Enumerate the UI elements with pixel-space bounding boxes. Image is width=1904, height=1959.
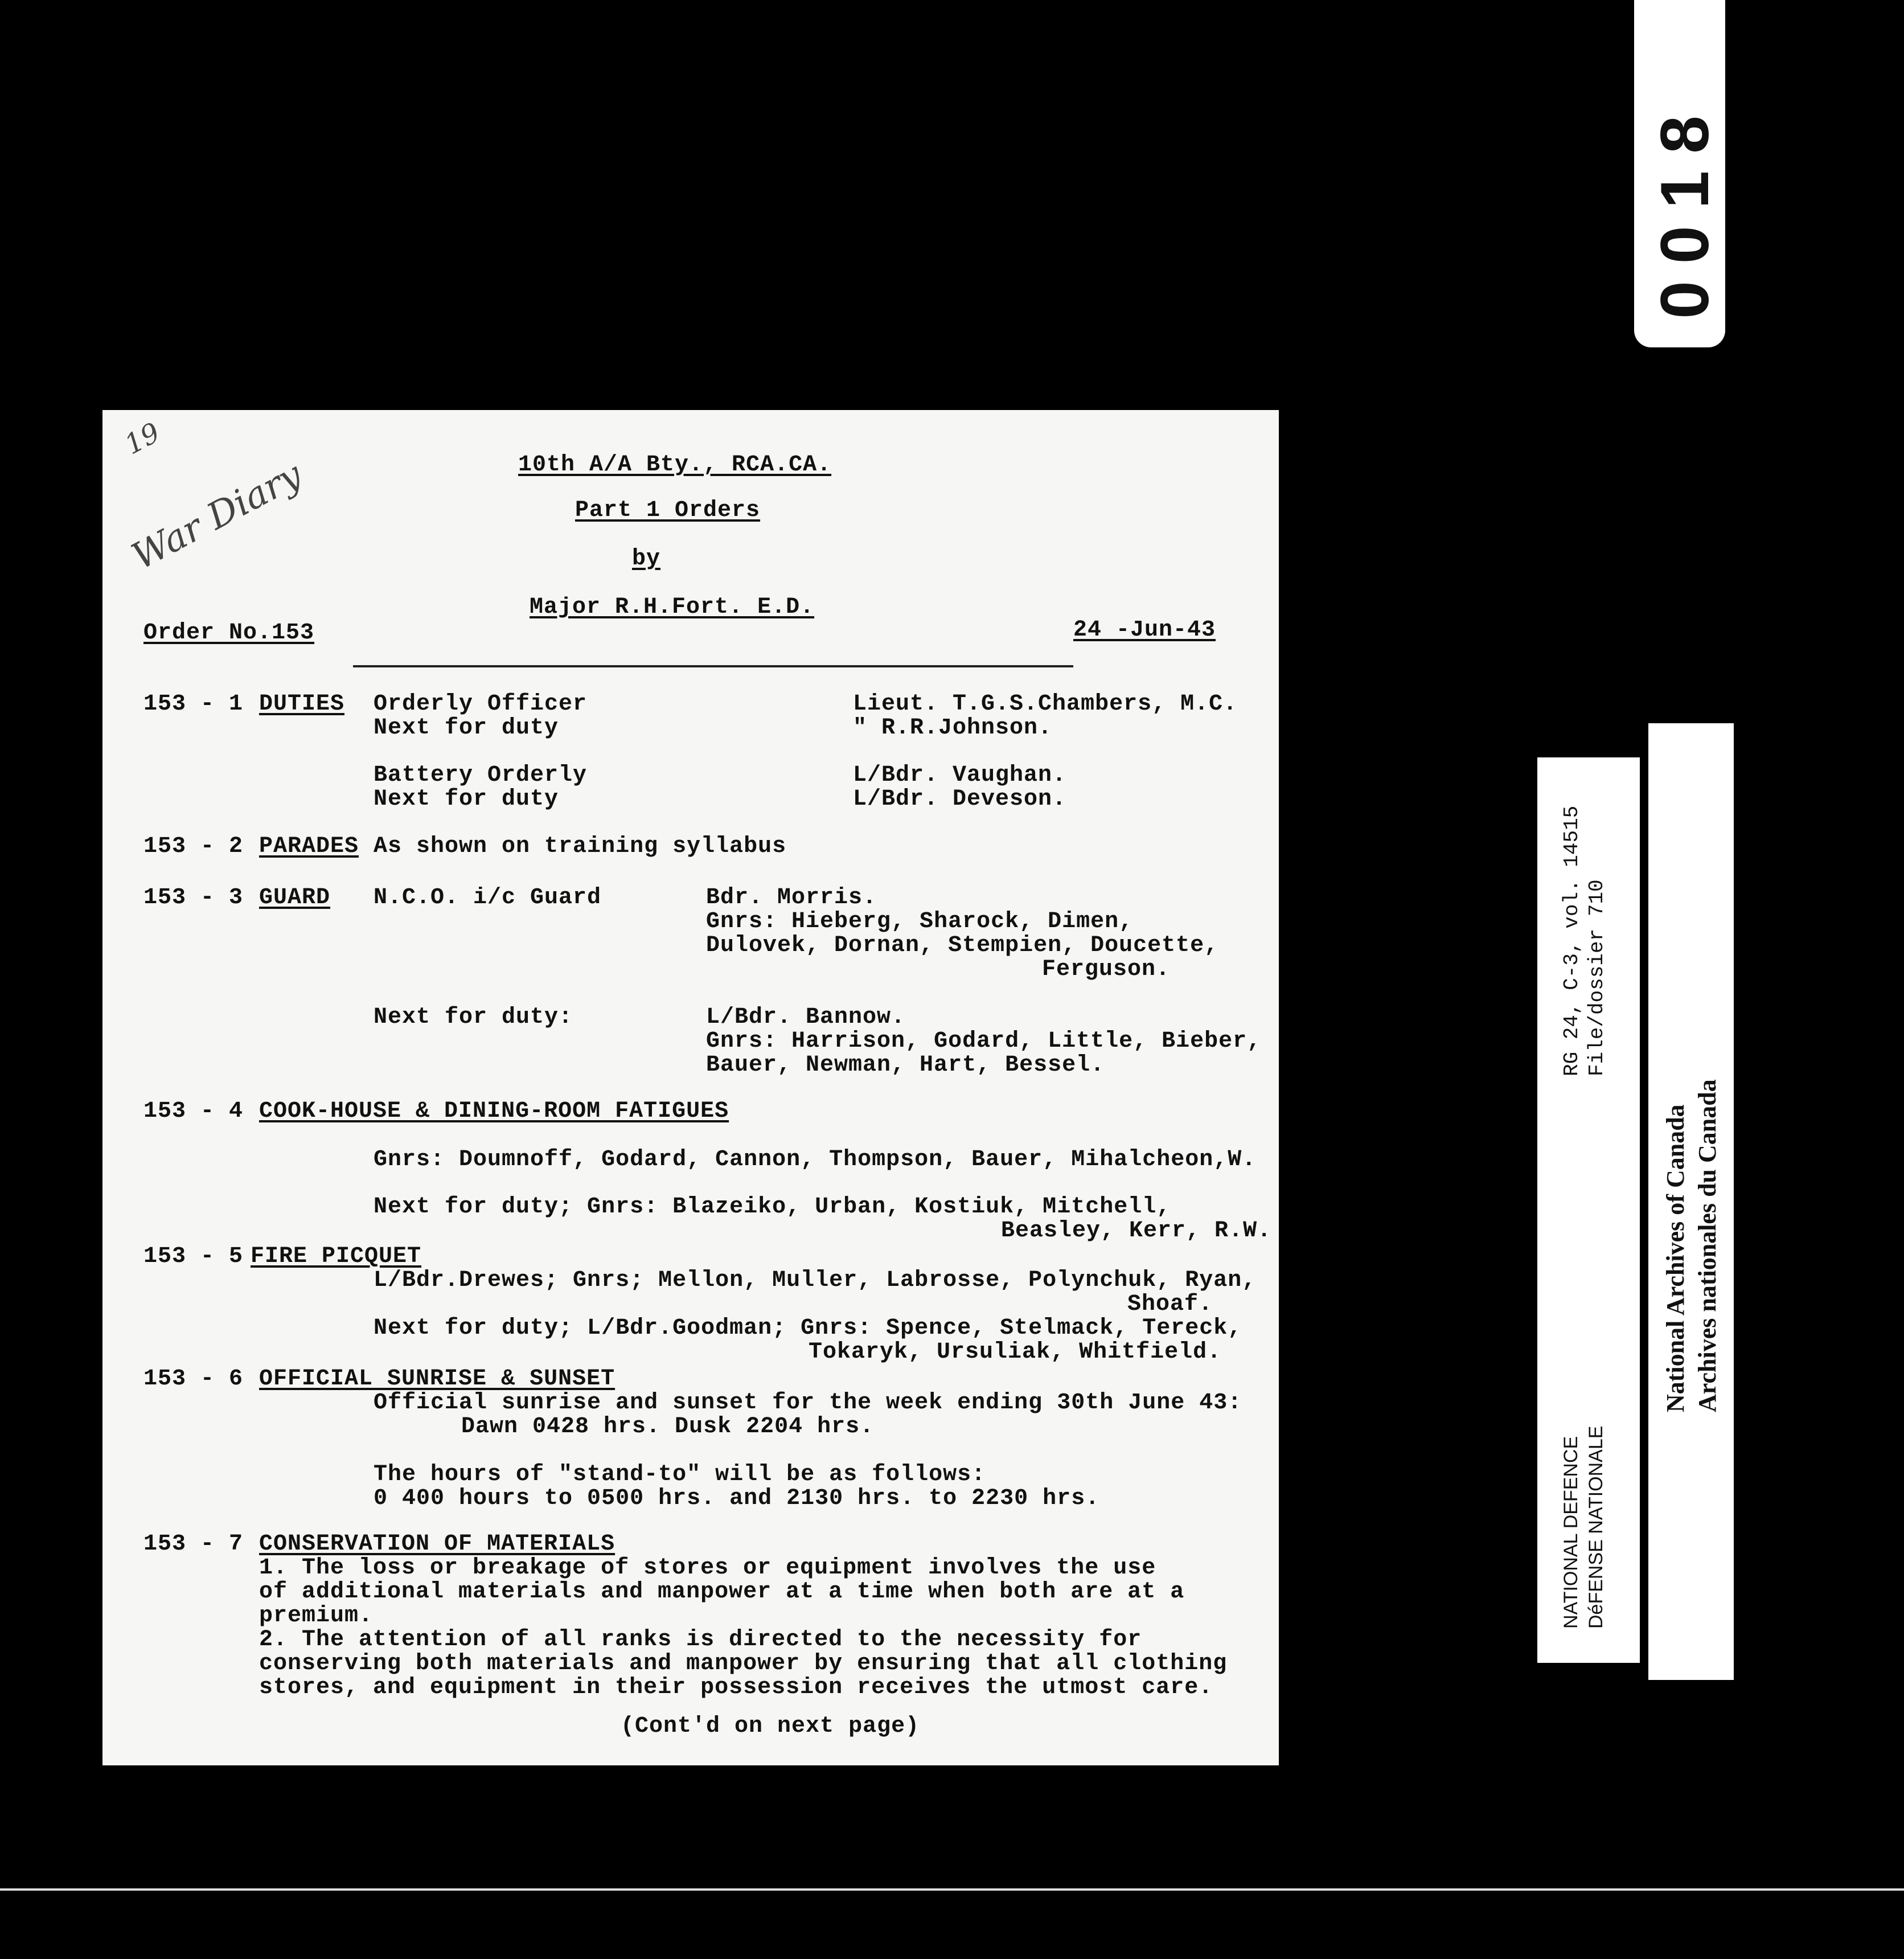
conservation-line: stores, and equipment in their possession receives the utmost care. [259, 1675, 1213, 1700]
guard-label: Next for duty: [374, 1005, 573, 1030]
commander: Major R.H.Fort. E.D. [530, 595, 815, 620]
guard-name: L/Bdr. Bannow. [706, 1005, 906, 1030]
fatigue-line: Gnrs: Doumnoff, Godard, Cannon, Thompson, Bauer, Mihalcheon,W. [374, 1147, 1257, 1173]
duty-assignee: L/Bdr. Deveson. [853, 786, 1067, 812]
picquet-line: L/Bdr.Drewes; Gnrs; Mellon, Muller, Labrosse, Polynchuk, Ryan, [374, 1268, 1257, 1293]
fatigue-line: Beasley, Kerr, R.W. [1001, 1218, 1272, 1244]
item-text: As shown on training syllabus [374, 834, 787, 859]
item-number: 153 - 6 [143, 1366, 244, 1392]
item-number: 153 - 5 [143, 1244, 244, 1269]
by-line: by [632, 546, 661, 572]
duty-assignee: " R.R.Johnson. [853, 715, 1053, 741]
duty-assignee: Lieut. T.G.S.Chambers, M.C. [853, 691, 1238, 717]
orders-title: Part 1 Orders [575, 498, 761, 523]
order-number: Order No.153 [143, 620, 315, 646]
item-number: 153 - 3 [143, 885, 244, 911]
handwritten-note: War Diary [125, 453, 309, 579]
item-number: 153 - 2 [143, 834, 244, 859]
picquet-line: Shoaf. [1127, 1292, 1213, 1317]
item-heading: CONSERVATION OF MATERIALS [259, 1531, 615, 1557]
conservation-line: 1. The loss or breakage of stores or equipment involves the use [259, 1555, 1156, 1581]
continued-note: (Cont'd on next page) [621, 1714, 920, 1739]
sunrise-line: The hours of "stand-to" will be as follows: [374, 1462, 986, 1487]
header-rule [353, 665, 1073, 667]
duty-label: Next for duty [374, 715, 559, 741]
item-heading: OFFICIAL SUNRISE & SUNSET [259, 1366, 615, 1392]
item-heading: FIRE PICQUET [251, 1244, 422, 1269]
archive-stamp-en: National Archives of Canada [1661, 1104, 1689, 1412]
archive-stamp-fr: Archives nationales du Canada [1693, 1079, 1721, 1412]
archive-reference-label [1537, 757, 1640, 1663]
department-fr: DéFENSE NATIONALE [1585, 1425, 1607, 1629]
film-edge-line [0, 1888, 1904, 1891]
archive-stamp [1648, 723, 1734, 1680]
duty-label: Orderly Officer [374, 691, 588, 717]
sunrise-line: Official sunrise and sunset for the week ending 30th June 43: [374, 1390, 1242, 1416]
item-heading: GUARD [259, 885, 331, 911]
frame-number-strip [1634, 0, 1725, 347]
duty-assignee: L/Bdr. Vaughan. [853, 763, 1067, 788]
guard-name: Bdr. Morris. [706, 885, 877, 911]
guard-names: Ferguson. [1042, 957, 1171, 982]
picquet-line: Tokaryk, Ursuliak, Whitfield. [809, 1339, 1222, 1365]
guard-label: N.C.O. i/c Guard [374, 885, 602, 911]
document-page [102, 410, 1279, 1765]
picquet-line: Next for duty; L/Bdr.Goodman; Gnrs: Spence, Stelmack, Tereck, [374, 1315, 1242, 1341]
duty-label: Next for duty [374, 786, 559, 812]
item-number: 153 - 4 [143, 1099, 244, 1124]
duty-label: Battery Orderly [374, 763, 588, 788]
item-number: 153 - 1 [143, 691, 244, 717]
reference-line2: File/dossier 710 [1585, 879, 1608, 1076]
order-date: 24 -Jun-43 [1073, 617, 1216, 643]
item-heading: COOK-HOUSE & DINING-ROOM FATIGUES [259, 1099, 729, 1124]
sunrise-line: 0 400 hours to 0500 hrs. and 2130 hrs. to 2230 hrs. [374, 1486, 1100, 1511]
sunrise-line: Dawn 0428 hrs. Dusk 2204 hrs. [461, 1414, 875, 1440]
conservation-line: 2. The attention of all ranks is directed to the necessity for [259, 1627, 1142, 1653]
corner-mark: 19 [120, 416, 166, 461]
unit-title: 10th A/A Bty., RCA.CA. [518, 452, 832, 478]
item-heading: PARADES [259, 834, 359, 859]
conservation-line: premium. [259, 1603, 374, 1629]
conservation-line: of additional materials and manpower at a time when both are at a [259, 1579, 1185, 1605]
department-en: NATIONAL DEFENCE [1560, 1436, 1582, 1629]
frame-number: 0018 [1647, 99, 1723, 319]
item-number: 153 - 7 [143, 1531, 244, 1557]
reference-line1: RG 24, C-3, vol. 14515 [1560, 805, 1583, 1076]
guard-names: Dulovek, Dornan, Stempien, Doucette, [706, 933, 1219, 958]
conservation-line: conserving both materials and manpower by ensuring that all clothing [259, 1651, 1228, 1677]
guard-names: Bauer, Newman, Hart, Bessel. [706, 1052, 1105, 1078]
item-heading: DUTIES [259, 691, 345, 717]
guard-names: Gnrs: Harrison, Godard, Little, Bieber, [706, 1028, 1262, 1054]
guard-names: Gnrs: Hieberg, Sharock, Dimen, [706, 909, 1134, 935]
fatigue-line: Next for duty; Gnrs: Blazeiko, Urban, Kostiuk, Mitchell, [374, 1194, 1171, 1220]
